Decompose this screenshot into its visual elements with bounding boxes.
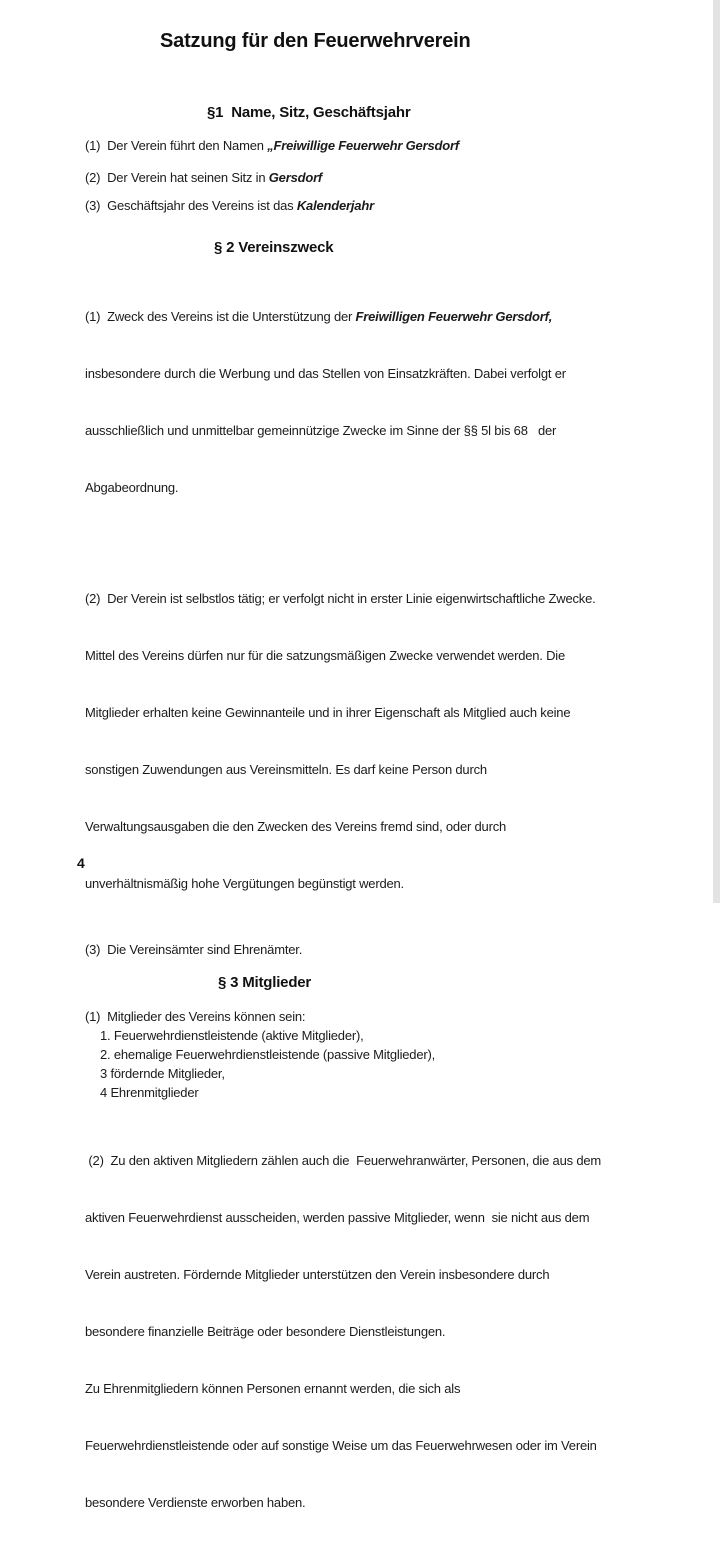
section-1-item-3-emphasis: Kalenderjahr (296, 198, 374, 213)
paragraph-line-emphasis: Freiwilligen Feuerwehr Gersdorf, (355, 309, 553, 324)
paragraph-line: Zu Ehrenmitgliedern können Personen ernannt werden, die sich als (85, 1381, 461, 1396)
section-3-paragraph-2 (85, 1113, 670, 1550)
member-type-list (85, 1026, 670, 1102)
section-2-paragraph-1 (85, 269, 670, 535)
page-right-edge-strip (713, 0, 720, 903)
section-1-item-2 (85, 168, 670, 187)
paragraph-line: insbesondere durch die Werbung und das Stellen von Einsatzkräften. Dabei verfolgt er (85, 366, 566, 381)
paragraph-line: Abgabeordnung. (85, 480, 179, 495)
list-item: 4 Ehrenmitglieder (100, 1085, 199, 1100)
list-item: 2. ehemalige Feuerwehrdienstleistende (passive Mitglieder), (100, 1047, 436, 1062)
paragraph-line: Mitglieder erhalten keine Gewinnanteile und in ihrer Eigenschaft als Mitglied auch keine (85, 705, 571, 720)
list-item: 1. Feuerwehrdienstleistende (aktive Mitglieder), (100, 1028, 364, 1043)
section-1-item-3 (85, 196, 670, 215)
paragraph-line: besondere Verdienste erworben haben. (85, 1495, 306, 1510)
paragraph-line: besondere finanzielle Beiträge oder besondere Dienstleistungen. (85, 1324, 446, 1339)
paragraph-line: aktiven Feuerwehrdienst ausscheiden, werden passive Mitglieder, wenn sie nicht aus dem (85, 1210, 590, 1225)
section-1-item-1-text: (1) Der Verein führt den Namen (85, 138, 268, 153)
paragraph-line (85, 307, 670, 326)
section-2-heading: § 2 Vereinszweck (214, 239, 334, 256)
page-number: 4 (77, 855, 85, 871)
section-1-item-3-text: (3) Geschäftsjahr des Vereins ist das (85, 198, 297, 213)
section-2-paragraph-2 (85, 551, 670, 931)
paragraph-line: unverhältnismäßig hohe Vergütungen begünstigt werden. (85, 876, 404, 891)
paragraph-line: sonstigen Zuwendungen aus Vereinsmitteln. Es darf keine Person durch (85, 762, 487, 777)
paragraph-line-text: (1) Zweck des Vereins ist die Unterstützung der (85, 309, 356, 324)
section-1-heading: §1 Name, Sitz, Geschäftsjahr (207, 104, 411, 121)
document-title: Satzung für den Feuerwehrverein (160, 30, 471, 52)
paragraph-line: Mittel des Vereins dürfen nur für die satzungsmäßigen Zwecke verwendet werden. Die (85, 648, 566, 663)
document-content (85, 0, 670, 1550)
paragraph-line: (2) Der Verein ist selbstlos tätig; er verfolgt nicht in erster Linie eigenwirtschaftliche Zwecke. (85, 591, 596, 606)
section-1-item-1-emphasis: „Freiwillige Feuerwehr Gersdorf (267, 138, 459, 153)
section-1-item-2-text: (2) Der Verein hat seinen Sitz in (85, 170, 269, 185)
section-3-paragraph-1: (1) Mitglieder des Vereins können sein: (85, 1009, 306, 1024)
paragraph-line: Verwaltungsausgaben die den Zwecken des Vereins fremd sind, oder durch (85, 819, 507, 834)
paragraph-line: ausschließlich und unmittelbar gemeinnützige Zwecke im Sinne der §§ 5l bis 68 der (85, 423, 557, 438)
section-3-heading: § 3 Mitglieder (218, 974, 312, 991)
section-2-paragraph-3: (3) Die Vereinsämter sind Ehrenämter. (85, 942, 303, 957)
list-item: 3 fördernde Mitglieder, (100, 1066, 225, 1081)
paragraph-line: Verein austreten. Fördernde Mitglieder unterstützen den Verein insbesondere durch (85, 1267, 550, 1282)
paragraph-line: (2) Zu den aktiven Mitgliedern zählen auch die Feuerwehranwärter, Personen, die aus dem (85, 1153, 602, 1168)
section-1-item-2-emphasis: Gersdorf (268, 170, 323, 185)
paragraph-line: Feuerwehrdienstleistende oder auf sonstige Weise um das Feuerwehrwesen oder im Verein (85, 1438, 597, 1453)
section-1-item-1 (85, 136, 670, 155)
